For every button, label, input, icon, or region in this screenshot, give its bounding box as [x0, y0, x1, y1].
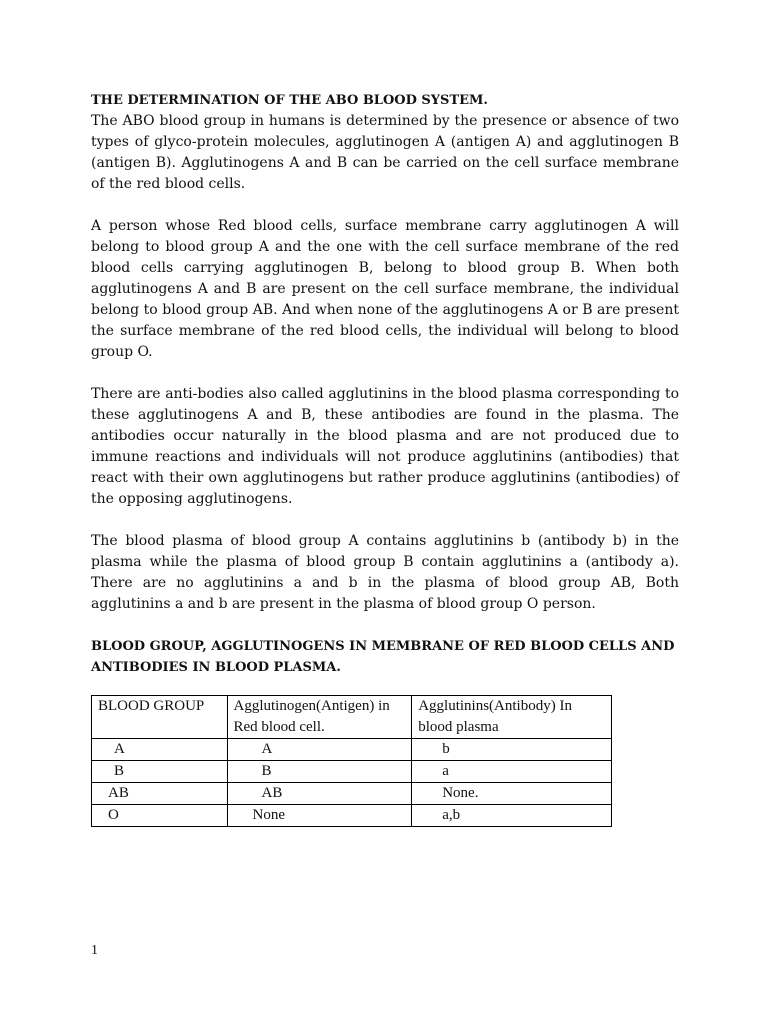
table-row [92, 739, 612, 761]
header-blood-group: BLOOD GROUP [92, 696, 228, 739]
cell-agglutinogen: B [227, 761, 412, 783]
cell-blood-group: AB [92, 783, 228, 805]
document-page [91, 90, 679, 827]
cell-blood-group: A [92, 739, 228, 761]
cell-agglutinogen: None [227, 805, 412, 827]
cell-agglutinins: a,b [412, 805, 612, 827]
table-heading: BLOOD GROUP, AGGLUTINOGENS IN MEMBRANE OF RED BLOOD CELLS AND ANTIBODIES IN BLOOD PLASMA. [91, 639, 675, 675]
paragraph-abo-intro: The ABO blood group in humans is determined by the presence or absence of two types of glyco-protein molecules, agglutinogen A (antigen A) and agglutinogen B (antigen B). Agglutinogens A and B can be carried on the cell surface membrane of the red blood cells. [91, 113, 679, 192]
header-agglutinins: Agglutinins(Antibody) In blood plasma [412, 696, 612, 739]
paragraph-blood-groups: A person whose Red blood cells, surface membrane carry agglutinogen A will belong to blood group A and the one with the cell surface membrane of the red blood cells carrying agglutinogen B, belong to blood group B. When both agglutinogens A and B are present on the cell surface membrane, the individual belong to blood group AB. And when none of the agglutinogens A or B are present the surface membrane of the red blood cells, the individual will belong to blood group O. [91, 218, 679, 360]
blood-group-table [91, 695, 612, 827]
cell-agglutinins: b [412, 739, 612, 761]
cell-agglutinogen: A [227, 739, 412, 761]
paragraph-agglutinins: There are anti-bodies also called agglutinins in the blood plasma corresponding to these agglutinogens A and B, these antibodies are found in the plasma. The antibodies occur naturally in the blood plasma and are not produced due to immune reactions and individuals will not produce agglutinins (antibodies) that react with their own agglutinogens but rather produce agglutinins (antibodies) of the opposing agglutinogens. [91, 386, 679, 507]
cell-blood-group: O [92, 805, 228, 827]
table-header-row [92, 696, 612, 739]
table-row [92, 805, 612, 827]
cell-blood-group: B [92, 761, 228, 783]
cell-agglutinins: a [412, 761, 612, 783]
paragraph-plasma: The blood plasma of blood group A contains agglutinins b (antibody b) in the plasma while the plasma of blood group B contain agglutinins a (antibody a). There are no agglutinins a and b in the plasma of blood group AB, Both agglutinins a and b are present in the plasma of blood group O person. [91, 533, 679, 612]
document-title: THE DETERMINATION OF THE ABO BLOOD SYSTEM. [91, 93, 488, 108]
cell-agglutinogen: AB [227, 783, 412, 805]
header-agglutinogen: Agglutinogen(Antigen) in Red blood cell. [227, 696, 412, 739]
table-row [92, 783, 612, 805]
cell-agglutinins: None. [412, 783, 612, 805]
page-number: 1 [91, 943, 98, 958]
table-row [92, 761, 612, 783]
